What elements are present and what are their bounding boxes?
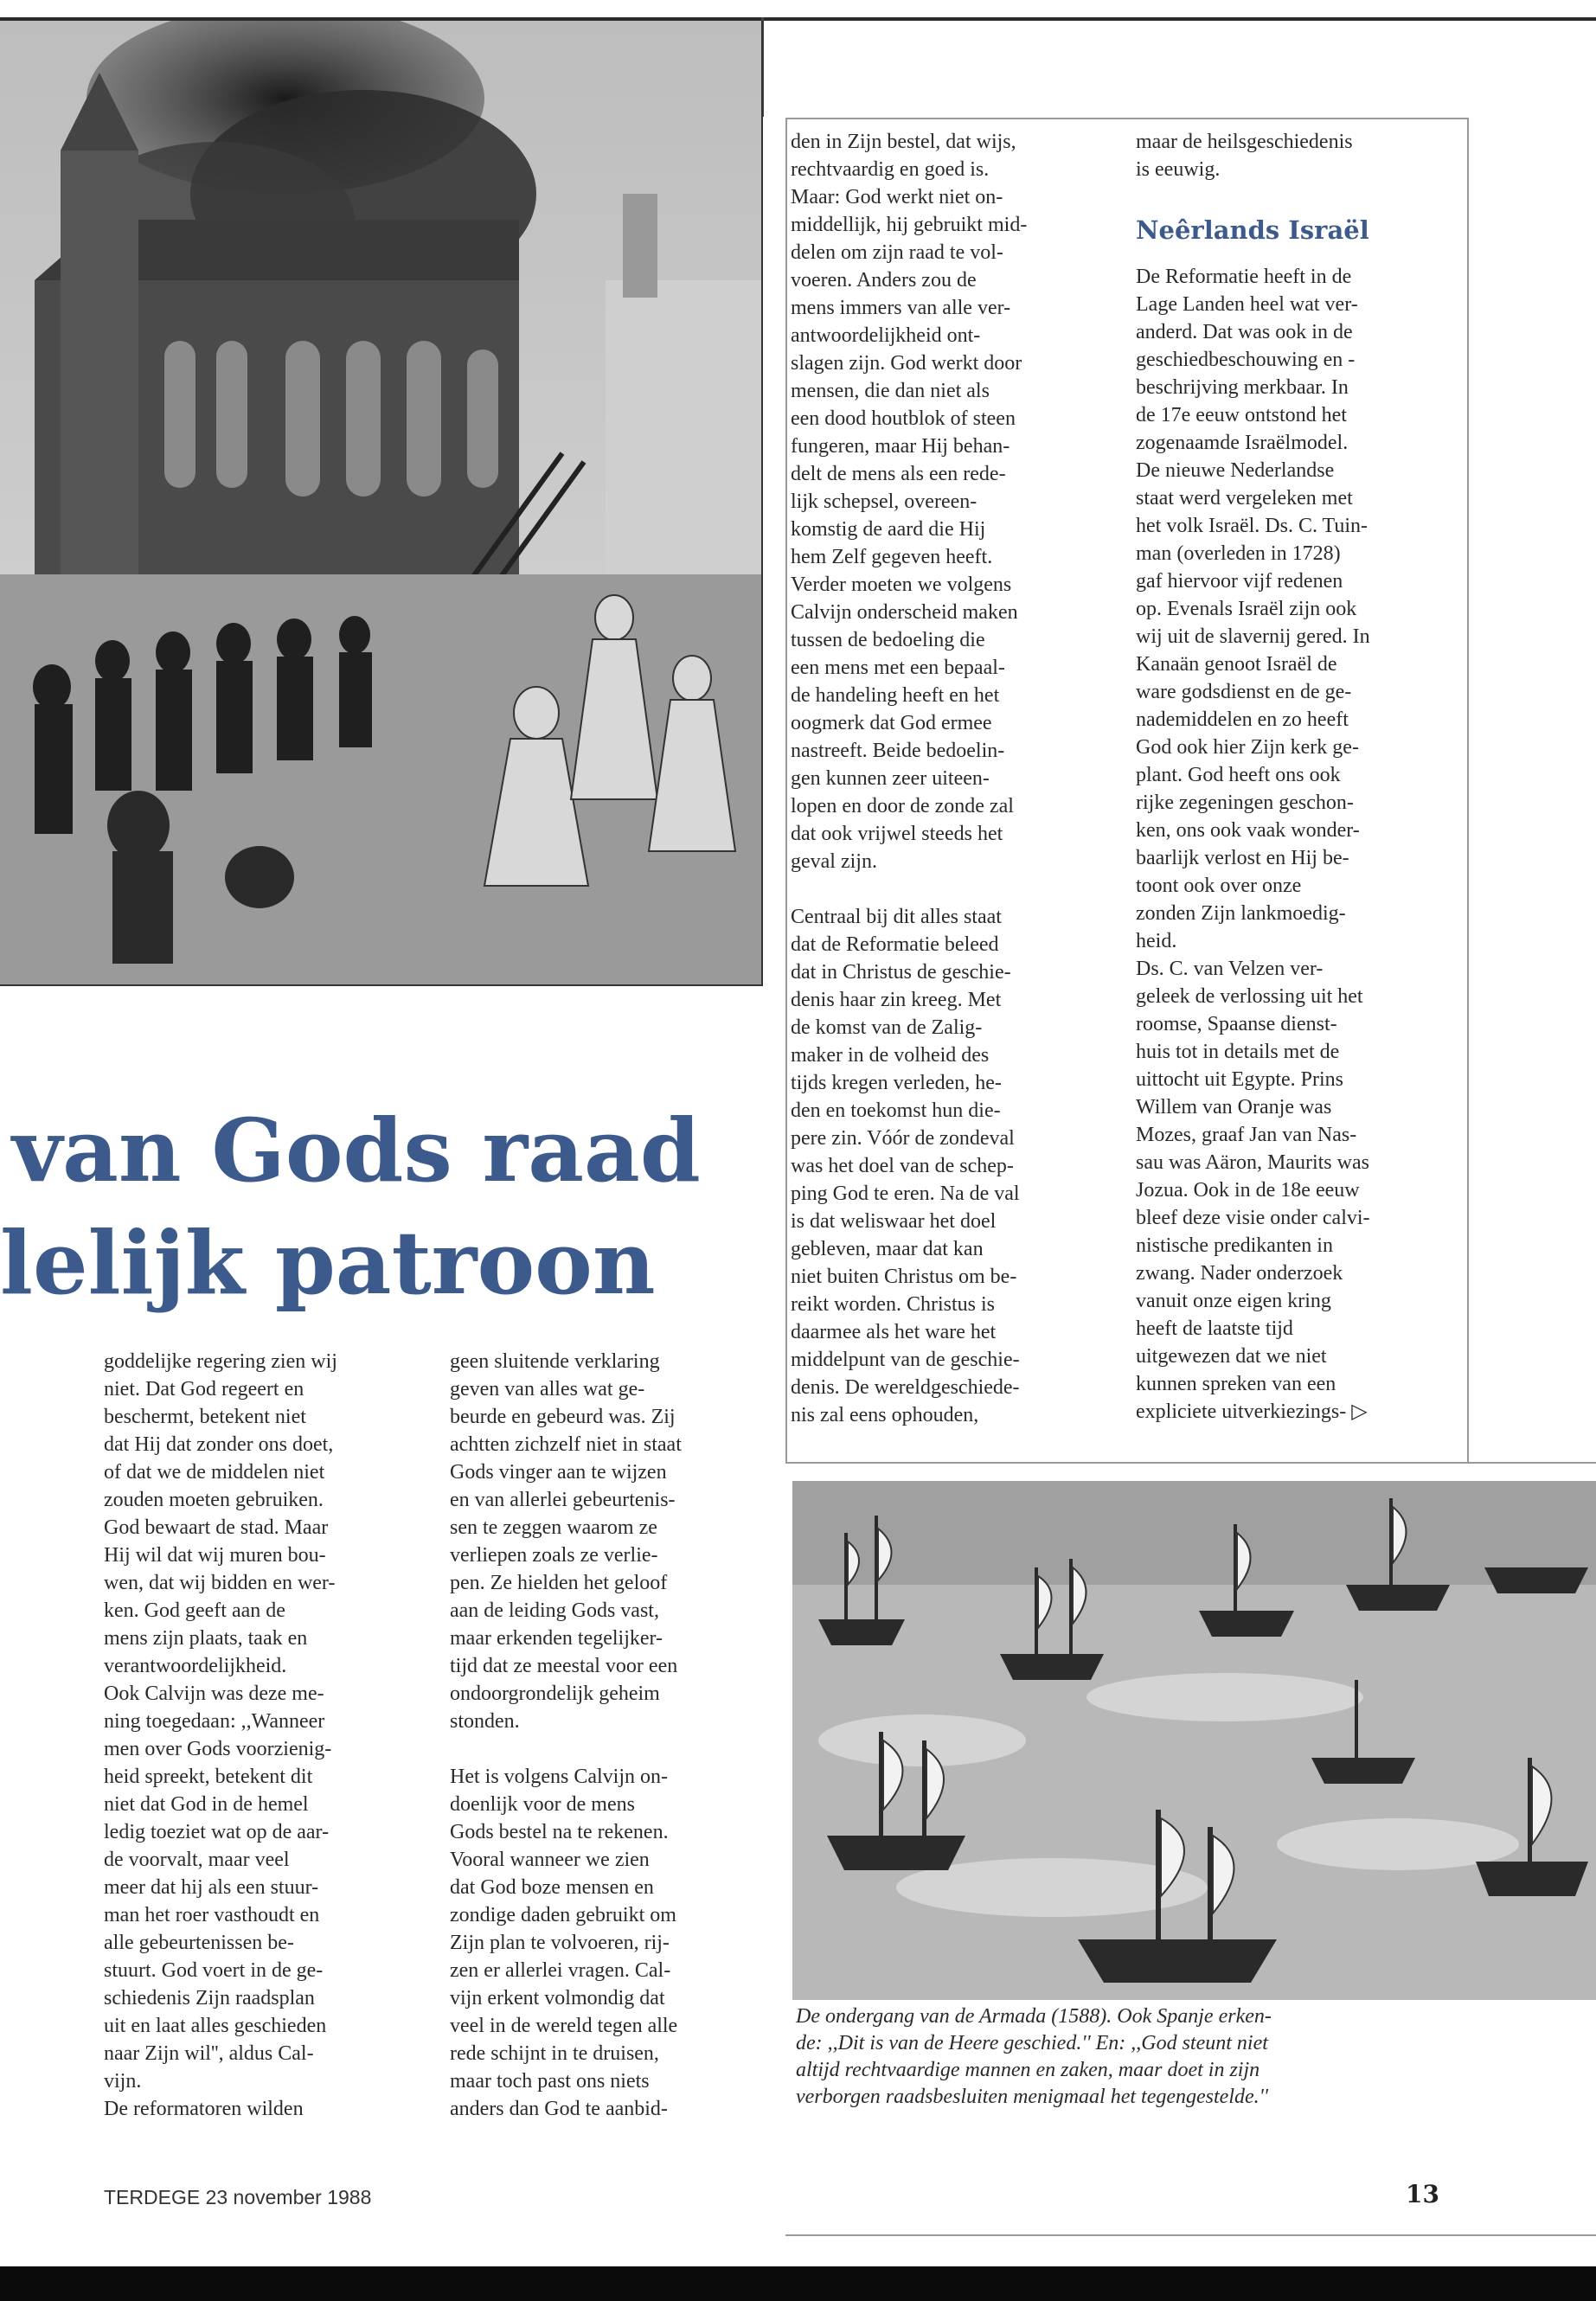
paragraph: De Reformatie heeft in de Lage Landen heel wat ver- anderd. Dat was ook in de geschiedbeschouwing en - beschrijving merkbaar. In de 17e eeuw ontstond het zogenaamde Israëlmodel. De nieuwe Nederlandse staat werd vergeleken met het volk Israël. Ds. C. Tuin- man (overleden in 1728) gaf hiervoor vijf redenen op. Evenals Israël zijn ook wij uit de slavernij gered. In Kanaän genoot Israël de ware godsdienst en de ge- nademiddelen en zo heeft God ook hier Zijn kerk ge- plant. God heeft ons ook rijke zegeningen geschon- ken, ons ook vaak wonder- baarlijk verlost en Hij be- toont ook over onze zonden Zijn lankmoedig- heid. <box>1136 266 1370 952</box>
paragraph: Centraal bij dit alles staat dat de Reformatie beleed dat in Christus de geschie- denis haar zin kreeg. Met de komst van de Zalig- maker in de volheid des tijds kregen verleden, he- den en toekomst hun die- pere zin. Vóór de zondeval was het doel van de schep- ping God te eren. Na de val is dat weliswaar het doel gebleven, maar dat kan niet buiten Christus om be- reikt worden. Christus is daarmee als het ware het middelpunt van de geschie- denis. De wereldgeschiede- nis zal eens ophouden, <box>791 906 1020 1426</box>
headline-line-2: lelijk patroon <box>0 1212 656 1314</box>
paragraph: Ook Calvijn was deze me- ning toegedaan: ,,Wanneer men over Gods voorzienig- heid spreekt, betekent dit niet dat God in de hemel ledig toeziet wat op de aar- de voorvalt, maar veel meer dat hij als een stuur- man het roer vasthoudt en alle gebeurtenissen be- stuurt. God voert in de ge- schiedenis Zijn raadsplan uit en laat alles geschieden naar Zijn wil'', aldus Cal- vijn. <box>104 1682 332 2093</box>
bottom-bar <box>0 2266 1596 2301</box>
armada-illustration <box>792 1481 1596 2000</box>
paragraph: maar de heilsgeschiedenis is eeuwig. <box>1136 131 1353 181</box>
footer-publication: TERDEGE 23 november 1988 <box>104 2186 372 2208</box>
paragraph: Ds. C. van Velzen ver- geleek de verlossing uit het roomse, Spaanse dienst- huis tot in details met de uittocht uit Egypte. Prins Willem van Oranje was Mozes, graaf Jan van Nas- sau was Aäron, Maurits was Jozua. Ook in de 18e eeuw bleef deze visie onder calvi- nistische predikanten in zwang. Nader onderzoek vanuit onze eigen kring heeft de laatste tijd uitgewezen dat we niet kunnen spreken van een expliciete uitverkiezings- ▷ <box>1136 958 1370 1423</box>
page-number: 13 <box>1406 2180 1439 2208</box>
church-fire-illustration <box>0 21 763 986</box>
headline-line-1: van Gods raad <box>12 1099 701 1202</box>
article-column-3 <box>791 128 1102 1429</box>
article-column-1 <box>104 1348 415 2123</box>
paragraph: De reformatoren wilden <box>104 2098 304 2120</box>
paragraph: goddelijke regering zien wij niet. Dat God regeert en beschermt, betekent niet dat Hij dat zonder ons doet, of dat we de middelen niet zouden moeten gebruiken. God bewaart de stad. Maar Hij wil dat wij muren bou- wen, dat wij bidden en wer- ken. God geeft aan de mens zijn plaats, taak en verantwoordelijkheid. <box>104 1350 337 1677</box>
image-caption: De ondergang van de Armada (1588). Ook Spanje erken- de: ,,Dit is van de Heere geschied.'' En: ,,God steunt niet altijd rechtvaardige mannen en zaken, maar doet in zijn verborgen raadsbesluiten menigmaal het tegengestelde.'' <box>796 2005 1272 2108</box>
article-column-2 <box>450 1348 757 2123</box>
paragraph: Het is volgens Calvijn on- doenlijk voor de mens Gods bestel na te rekenen. Vooral wanneer we zien dat God boze mensen en zondige daden gebruikt om Zijn plan te volvoeren, rij- zen er allerlei vragen. Cal- vijn erkent volmondig dat veel in de wereld tegen alle rede schijnt in te druisen, maar toch past ons niets anders dan God te aanbid- <box>450 1766 678 2120</box>
paragraph: den in Zijn bestel, dat wijs, rechtvaardig en goed is. Maar: God werkt niet on- middellijk, hij gebruikt mid- delen om zijn raad te vol- voeren. Anders zou de mens immers van alle ver- antwoordelijkheid ont- slagen zijn. God werkt door mensen, die dan niet als een dood houtblok of steen fungeren, maar Hij behan- delt de mens als een rede- lijk schepsel, overeen- komstig de aard die Hij hem Zelf gegeven heeft. Verder moeten we volgens Calvijn onderscheid maken tussen de bedoeling die een mens met een bepaal- de handeling heeft en het oogmerk dat God ermee nastreeft. Beide bedoelin- gen kunnen zeer uiteen- lopen en door de zonde zal dat ook vrijwel steeds het geval zijn. <box>791 131 1028 873</box>
paragraph: geen sluitende verklaring geven van alles wat ge- beurde en gebeurd was. Zij achtten zichzelf niet in staat Gods vinger aan te wijzen en van allerlei gebeurtenis- sen te zeggen waarom ze verliepen zoals ze verlie- pen. Ze hielden het geloof aan de leiding Gods vast, maar erkenden tegelijker- tijd dat ze meestal voor een ondoorgrondelijk geheim stonden. <box>450 1350 682 1733</box>
section-subheading: Neêrlands Israël <box>1136 215 1369 245</box>
article-column-4 <box>1136 128 1465 1426</box>
